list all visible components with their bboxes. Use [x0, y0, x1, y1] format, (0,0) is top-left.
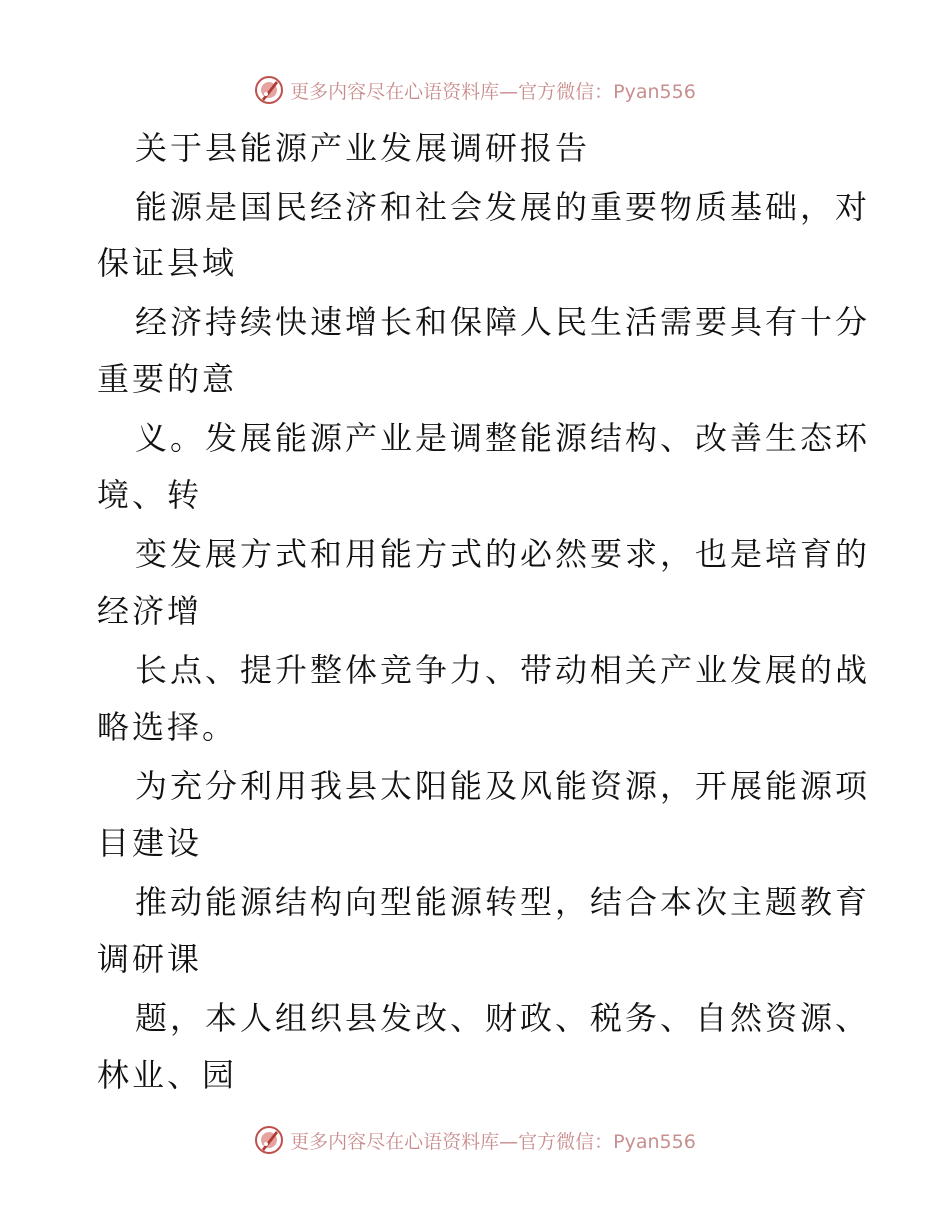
watermark-wechat-id: Pyan556 [613, 1130, 696, 1153]
paragraph-line: 义。发展能源产业是调整能源结构、改善生态环 [135, 419, 871, 457]
paragraph-line: 略选择。 [97, 708, 238, 746]
quill-pen-logo-icon [254, 1125, 284, 1155]
paragraph-line: 目建设 [97, 824, 203, 862]
paragraph-line: 能源是国民经济和社会发展的重要物质基础，对 [135, 188, 871, 226]
header-watermark [0, 70, 950, 110]
paragraph-line: 调研课 [97, 940, 203, 978]
watermark-text: 更多内容尽在心语资料库—官方微信： [290, 80, 614, 103]
footer-watermark [0, 1120, 950, 1160]
paragraph-line: 题，本人组织县发改、财政、税务、自然资源、 [135, 999, 871, 1037]
paragraph-line: 境、转 [97, 476, 203, 514]
paragraph-line: 经济增 [97, 592, 203, 630]
paragraph-line: 重要的意 [97, 360, 238, 398]
paragraph-line: 为充分利用我县太阳能及风能资源，开展能源项 [135, 767, 871, 805]
watermark-text: 更多内容尽在心语资料库—官方微信： [290, 1130, 614, 1153]
paragraph-line: 长点、提升整体竞争力、带动相关产业发展的战 [135, 651, 871, 689]
paragraph-line: 推动能源结构向型能源转型，结合本次主题教育 [135, 883, 871, 921]
watermark-wechat-id: Pyan556 [613, 80, 696, 103]
paragraph-line: 经济持续快速增长和保障人民生活需要具有十分 [135, 303, 871, 341]
paragraph-line: 变发展方式和用能方式的必然要求，也是培育的 [135, 535, 871, 573]
paragraph-line: 保证县域 [97, 244, 238, 282]
quill-pen-logo-icon [254, 75, 284, 105]
document-title: 关于县能源产业发展调研报告 [135, 129, 591, 167]
paragraph-line: 林业、园 [97, 1056, 238, 1094]
